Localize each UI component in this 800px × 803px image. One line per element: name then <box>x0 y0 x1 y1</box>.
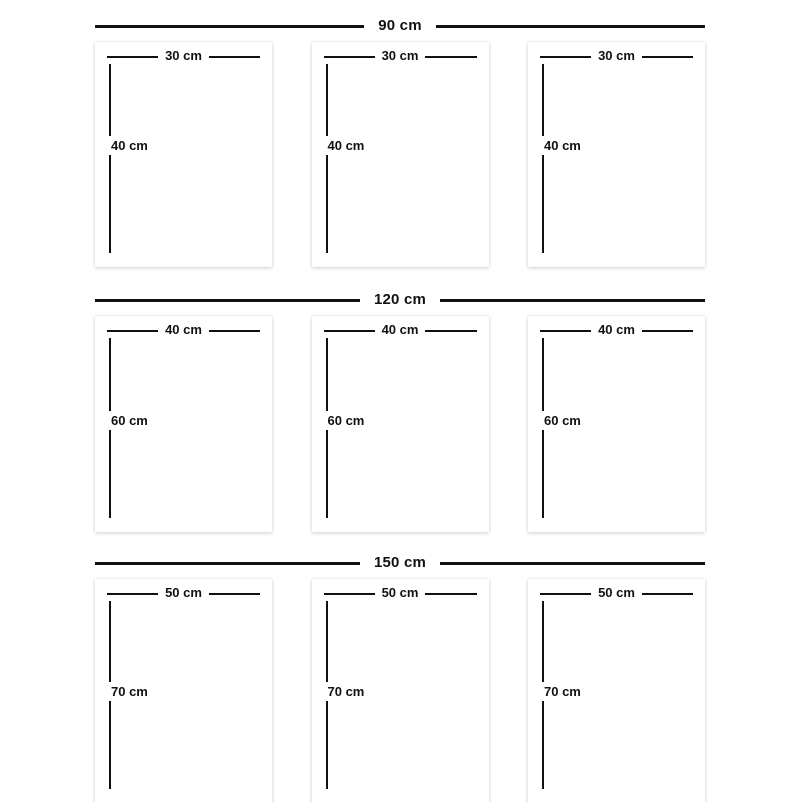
width-label-text: 30 cm <box>591 48 642 63</box>
frame-panel[interactable] <box>95 316 272 532</box>
height-label-text: 70 cm <box>107 682 152 701</box>
group-label-120: 120 cm <box>360 291 440 308</box>
frame-panel[interactable] <box>528 579 705 803</box>
group-header-90 <box>95 14 705 36</box>
panel-inner <box>312 316 489 532</box>
height-label-text: 60 cm <box>324 411 369 430</box>
group-label-150: 150 cm <box>360 554 440 571</box>
height-measure-line <box>542 64 544 253</box>
height-measure-line <box>326 64 328 253</box>
height-label <box>324 138 369 154</box>
height-label <box>107 413 152 429</box>
frame-panel[interactable] <box>312 579 489 803</box>
width-label <box>528 585 705 601</box>
width-label <box>528 48 705 64</box>
frame-panel[interactable] <box>95 42 272 267</box>
panel-row-150 <box>95 579 705 803</box>
width-label-text: 30 cm <box>375 48 426 63</box>
panel-inner <box>528 42 705 267</box>
height-label <box>324 413 369 429</box>
panel-inner <box>312 579 489 803</box>
height-label <box>540 684 585 700</box>
width-label-text: 40 cm <box>591 322 642 337</box>
height-label-text: 40 cm <box>540 136 585 155</box>
width-label <box>95 585 272 601</box>
width-label <box>95 48 272 64</box>
width-label <box>312 48 489 64</box>
frame-panel[interactable] <box>528 42 705 267</box>
width-label-text: 50 cm <box>158 585 209 600</box>
width-label <box>312 322 489 338</box>
height-label-text: 60 cm <box>107 411 152 430</box>
width-label-text: 50 cm <box>375 585 426 600</box>
size-group-150 <box>0 551 800 803</box>
height-label-text: 40 cm <box>324 136 369 155</box>
width-label-text: 40 cm <box>375 322 426 337</box>
size-group-90 <box>0 14 800 267</box>
size-group-120 <box>0 288 800 532</box>
panel-inner <box>95 579 272 803</box>
height-label <box>107 684 152 700</box>
panel-inner <box>528 579 705 803</box>
height-label-text: 40 cm <box>107 136 152 155</box>
width-label <box>312 585 489 601</box>
width-label-text: 30 cm <box>158 48 209 63</box>
panel-inner <box>312 42 489 267</box>
frame-panel[interactable] <box>312 316 489 532</box>
height-measure-line <box>109 64 111 253</box>
panel-inner <box>95 316 272 532</box>
panel-inner <box>528 316 705 532</box>
frame-panel[interactable] <box>312 42 489 267</box>
height-label-text: 70 cm <box>324 682 369 701</box>
width-label <box>95 322 272 338</box>
height-label-text: 60 cm <box>540 411 585 430</box>
panel-row-90 <box>95 42 705 267</box>
group-header-150 <box>95 551 705 573</box>
height-label <box>107 138 152 154</box>
frame-panel[interactable] <box>528 316 705 532</box>
frame-panel[interactable] <box>95 579 272 803</box>
height-label <box>540 413 585 429</box>
width-label <box>528 322 705 338</box>
width-label-text: 50 cm <box>591 585 642 600</box>
panel-row-120 <box>95 316 705 532</box>
group-header-120 <box>95 288 705 310</box>
height-label <box>540 138 585 154</box>
height-label <box>324 684 369 700</box>
panel-inner <box>95 42 272 267</box>
group-label-90: 90 cm <box>364 17 436 34</box>
width-label-text: 40 cm <box>158 322 209 337</box>
height-label-text: 70 cm <box>540 682 585 701</box>
